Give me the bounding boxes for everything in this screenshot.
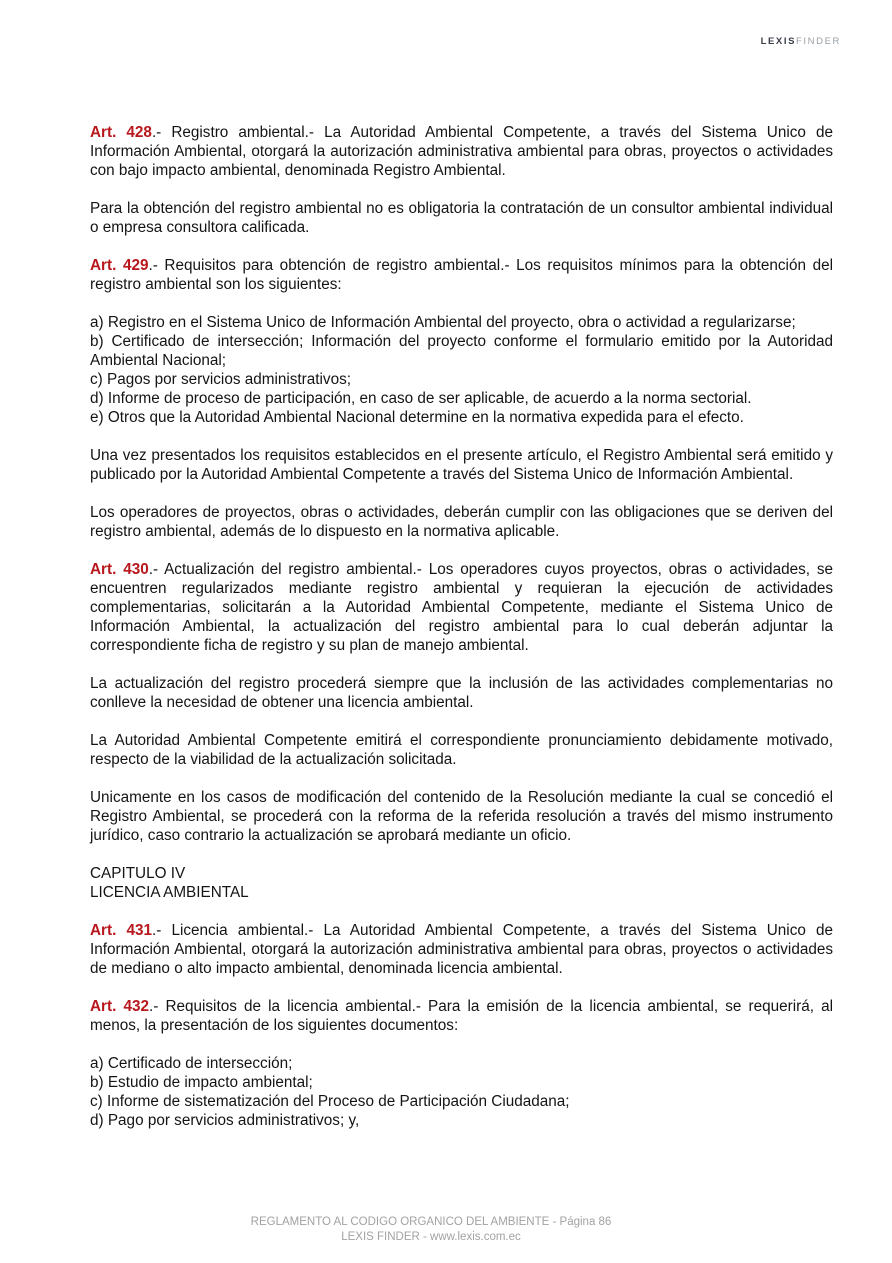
footer-page-info: REGLAMENTO AL CODIGO ORGANICO DEL AMBIENTE - Página 86: [250, 1216, 612, 1228]
list-item: a) Registro en el Sistema Unico de Información Ambiental del proyecto, obra o actividad a regularizarse;: [90, 314, 796, 331]
article-text: .- Licencia ambiental.- La Autoridad Ambiental Competente, a través del Sistema Unico de Información Ambiental, otorgará la autorización administrativa ambiental para obras, proyectos o actividades de mediano o alto impacto ambiental, denominada licencia ambiental.: [90, 922, 833, 977]
list-item: b) Certificado de intersección; Información del proyecto conforme el formulario emitido por la Autoridad Ambiental Nacional;: [90, 333, 833, 369]
list-item: d) Informe de proceso de participación, en caso de ser aplicable, de acuerdo a la norma sectorial.: [90, 390, 752, 407]
article-text: .- Requisitos para obtención de registro ambiental.- Los requisitos mínimos para la obtención del registro ambiental son los siguientes:: [90, 257, 833, 293]
paragraph: La actualización del registro procederá siempre que la inclusión de las actividades complementarias no conlleve la necesidad de obtener una licencia ambiental.: [90, 675, 833, 711]
article-text: .- Requisitos de la licencia ambiental.- Para la emisión de la licencia ambiental, se requerirá, al menos, la presentación de los siguientes documentos:: [90, 998, 833, 1034]
article-430: [90, 560, 833, 655]
list-item: e) Otros que la Autoridad Ambiental Nacional determine en la normativa expedida para el efecto.: [90, 409, 744, 426]
list-item: d) Pago por servicios administrativos; y,: [90, 1112, 360, 1129]
article-431: [90, 921, 833, 978]
list-item: b) Estudio de impacto ambiental;: [90, 1074, 313, 1091]
chapter-number: CAPITULO IV: [90, 865, 186, 882]
article-text: .- Actualización del registro ambiental.- Los operadores cuyos proyectos, obras o actividades, se encuentren regularizados mediante registro ambiental y requieran la ejecución de actividades complementarias, solicitarán a la Autoridad Ambiental Competente, mediante el Sistema Unico de Información Ambiental, la actualización del registro ambiental para lo cual deberán adjuntar la correspondiente ficha de registro y su plan de manejo ambiental.: [90, 561, 833, 654]
list-item: c) Informe de sistematización del Proceso de Participación Ciudadana;: [90, 1093, 570, 1110]
paragraph: Unicamente en los casos de modificación del contenido de la Resolución mediante la cual se concedió el Registro Ambiental, se procederá con la reforma de la referida resolución a través del mismo instrumento jurídico, caso contrario la actualización se aprobará mediante un oficio.: [90, 789, 833, 844]
documents-list: [90, 1054, 833, 1130]
article-label: Art. 430: [90, 561, 149, 578]
article-text: .- Registro ambiental.- La Autoridad Ambiental Competente, a través del Sistema Unico de Información Ambiental, otorgará la autorización administrativa ambiental para obras, proyectos o actividades con bajo impacto ambiental, denominada Registro Ambiental.: [90, 124, 833, 179]
article-label: Art. 428: [90, 124, 152, 141]
paragraph: Para la obtención del registro ambiental no es obligatoria la contratación de un consultor ambiental individual o empresa consultora calificada.: [90, 200, 833, 236]
list-item: a) Certificado de intersección;: [90, 1055, 293, 1072]
article-label: Art. 431: [90, 922, 152, 939]
requirements-list: [90, 313, 833, 427]
article-label: Art. 429: [90, 257, 149, 274]
paragraph: Los operadores de proyectos, obras o actividades, deberán cumplir con las obligaciones que se deriven del registro ambiental, además de lo dispuesto en la normativa aplicable.: [90, 504, 833, 540]
brand-logo: [761, 36, 841, 47]
chapter-heading: [90, 864, 833, 902]
paragraph: Una vez presentados los requisitos establecidos en el presente artículo, el Registro Ambiental será emitido y publicado por la Autoridad Ambiental Competente a través del Sistema Unico de Información Ambiental.: [90, 447, 833, 483]
chapter-title: LICENCIA AMBIENTAL: [90, 884, 249, 901]
list-item: c) Pagos por servicios administrativos;: [90, 371, 351, 388]
page-footer: [0, 1215, 862, 1245]
brand-logo-light: FINDER: [796, 36, 841, 47]
article-label: Art. 432: [90, 998, 149, 1015]
article-429: [90, 256, 833, 294]
document-body: [90, 123, 833, 1149]
article-428: [90, 123, 833, 180]
paragraph: La Autoridad Ambiental Competente emitirá el correspondiente pronunciamiento debidamente motivado, respecto de la viabilidad de la actualización solicitada.: [90, 732, 833, 768]
brand-logo-bold: LEXIS: [760, 36, 797, 47]
footer-website: LEXIS FINDER - www.lexis.com.ec: [341, 1231, 521, 1243]
article-432: [90, 997, 833, 1035]
